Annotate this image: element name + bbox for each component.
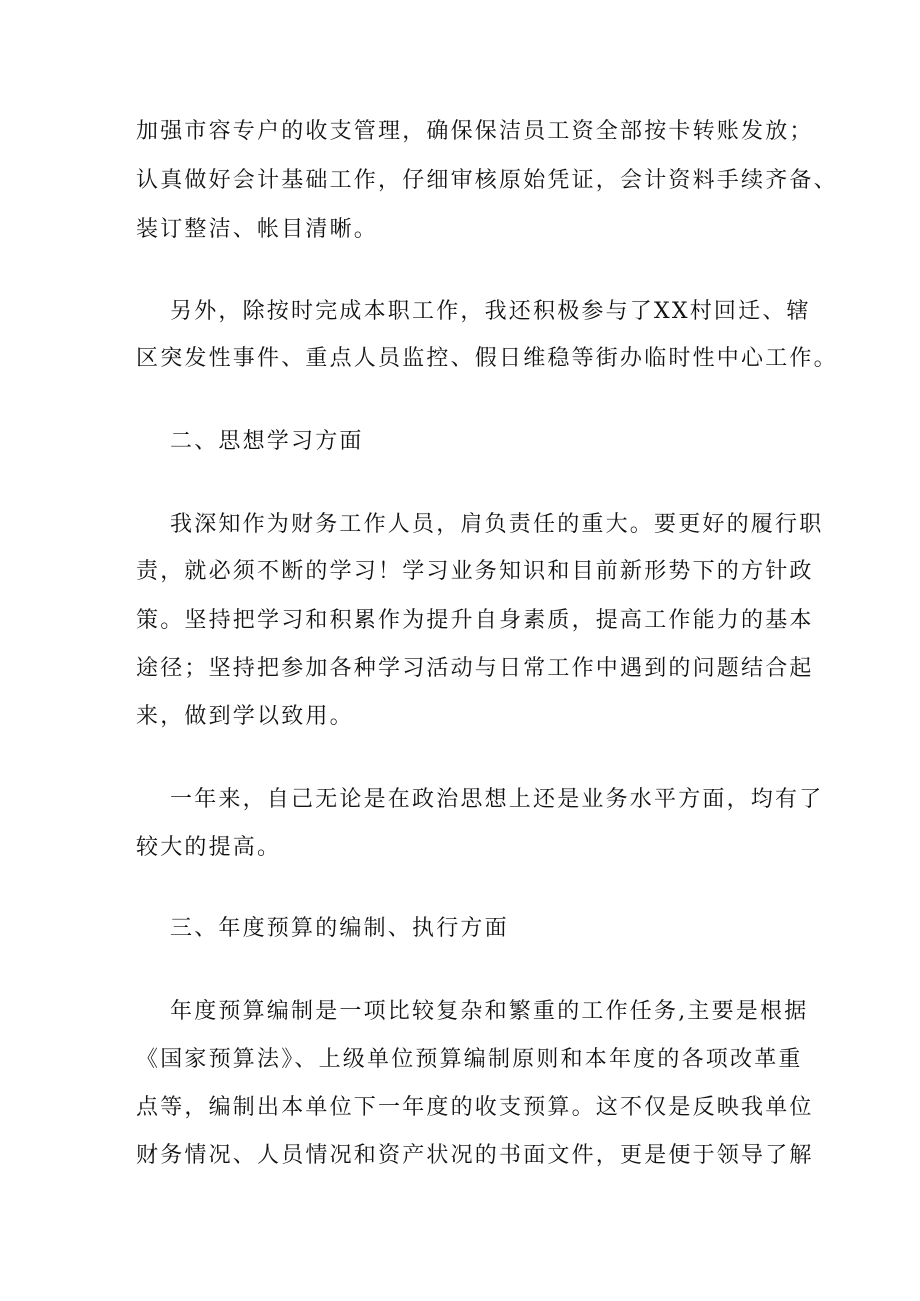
text-line: 另外，除按时完成本职工作，我还积极参与了XX村回迁、辖 — [170, 299, 811, 324]
text-line: 区突发性事件、重点人员监控、假日维稳等街办临时性中心工作。 — [136, 346, 838, 371]
text-line: 策。坚持把学习和积累作为提升自身素质，提高工作能力的基本 — [136, 608, 814, 633]
text-line: 认真做好会计基础工作，仔细审核原始凭证，会计资料手续齐备、 — [136, 168, 838, 193]
text-line: 点等，编制出本单位下一年度的收支预算。这不仅是反映我单位 — [136, 1095, 814, 1120]
text-line: 途径；坚持把参加各种学习活动与日常工作中遇到的问题结合起 — [136, 656, 814, 681]
text-line: 我深知作为财务工作人员，肩负责任的重大。要更好的履行职 — [170, 512, 824, 537]
text-line: 财务情况、人员情况和资产状况的书面文件，更是便于领导了解 — [136, 1143, 814, 1168]
text-line: 《国家预算法》、上级单位预算编制原则和本年度的各项改革重 — [136, 1047, 803, 1072]
text-line: 装订整洁、帐目清晰。 — [136, 217, 379, 242]
text-line: 年度预算编制是一项比较复杂和繁重的工作任务,主要是根据 — [170, 999, 809, 1024]
section-heading: 三、年度预算的编制、执行方面 — [170, 916, 509, 941]
text-line: 责，就必须不断的学习！学习业务知识和目前新形势下的方针政 — [136, 559, 814, 584]
text-line: 来，做到学以致用。 — [136, 704, 354, 729]
section-heading: 二、思想学习方面 — [170, 429, 364, 454]
text-line: 较大的提高。 — [136, 835, 282, 860]
text-line: 加强市容专户的收支管理，确保保洁员工资全部按卡转账发放； — [136, 119, 814, 144]
text-line: 一年来，自己无论是在政治思想上还是业务水平方面，均有了 — [170, 787, 824, 812]
